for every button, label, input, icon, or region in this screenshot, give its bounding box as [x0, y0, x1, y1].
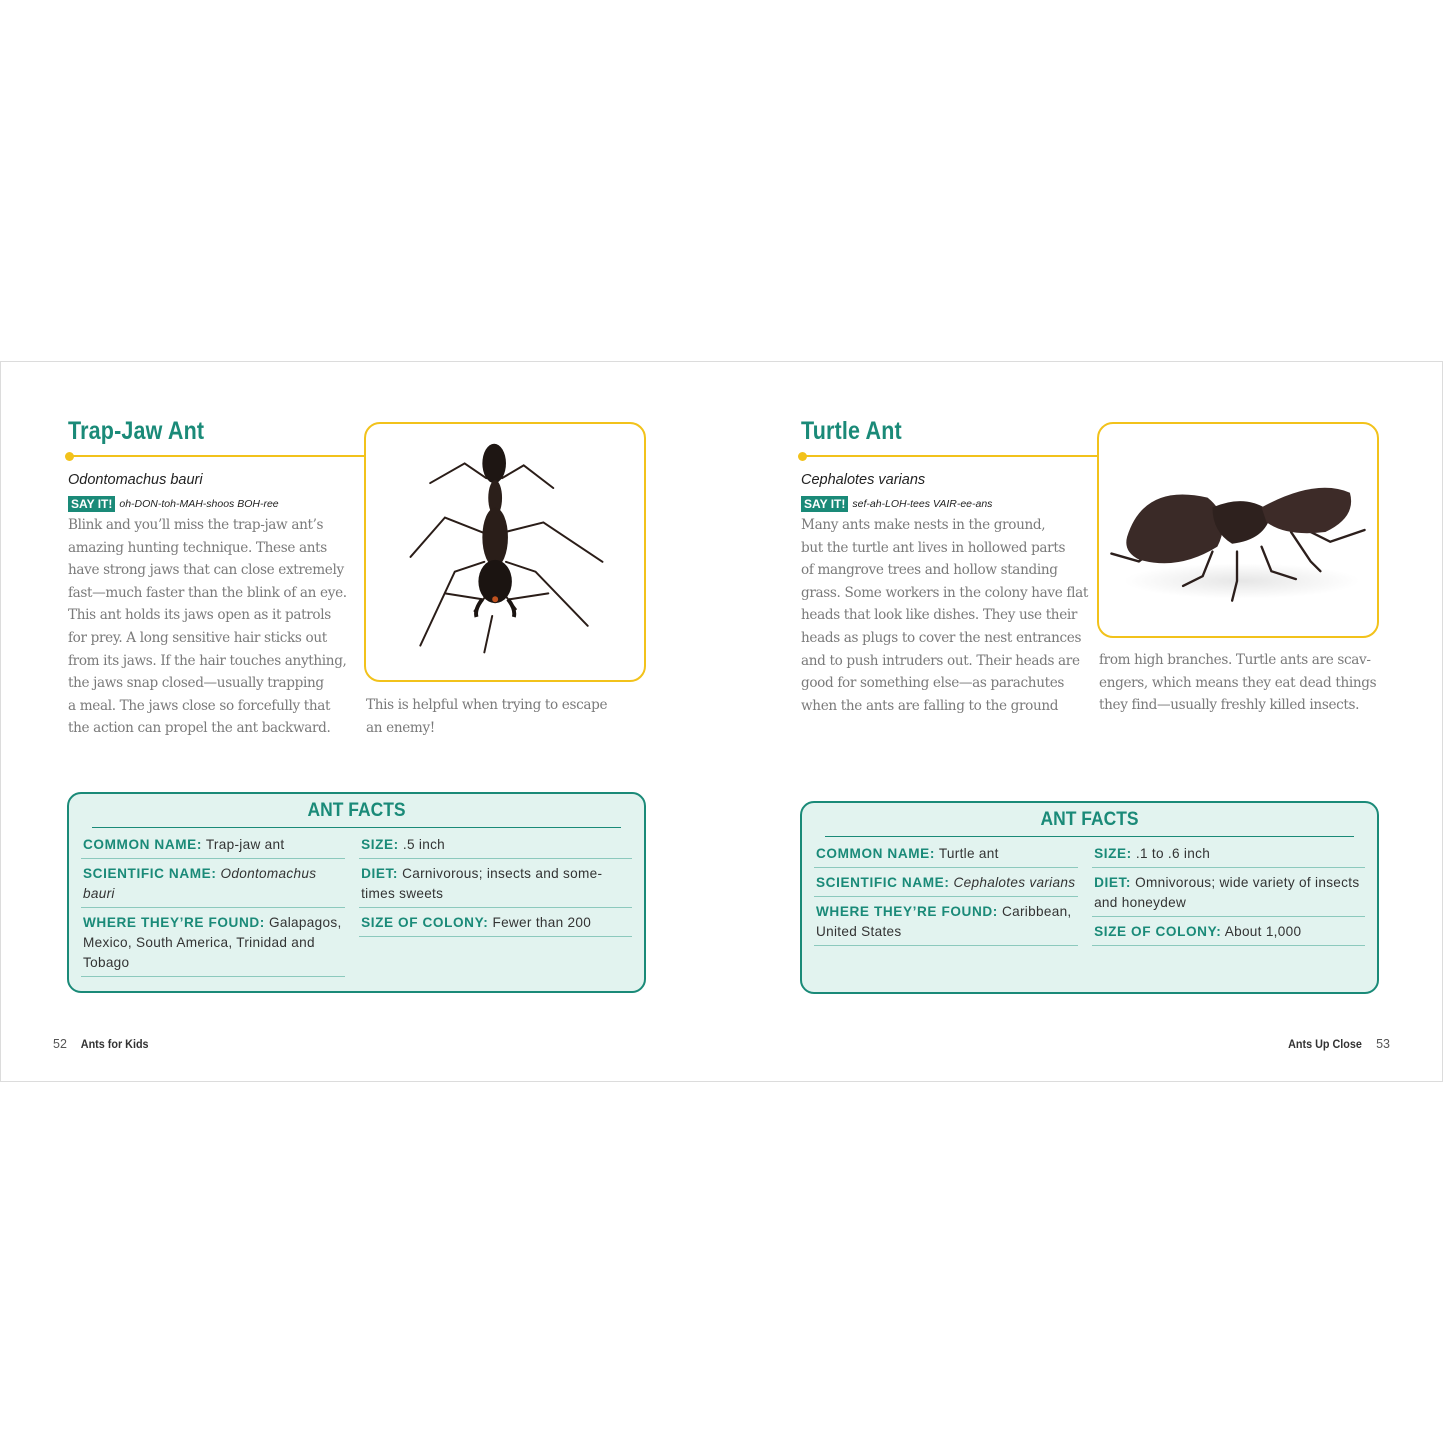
fact-size	[1092, 839, 1365, 868]
running-head: Ants for Kids	[81, 1037, 149, 1051]
fact-colony-size	[1092, 917, 1365, 946]
body-line: but the turtle ant lives in hollowed parts	[801, 539, 1066, 556]
facts-columns	[814, 839, 1373, 946]
fact-label: SCIENTIFIC NAME:	[816, 875, 950, 890]
turtle-ant-illustration	[1099, 424, 1377, 636]
turtle-ant-photo	[1097, 422, 1379, 638]
pronunciation: sef-ah-LOH-tees VAIR-ee-ans	[852, 498, 993, 510]
facts-heading: ANT FACTS	[825, 803, 1354, 837]
sayit-badge: SAY IT!	[801, 496, 848, 512]
fact-common-name	[81, 830, 345, 859]
left-leader-line	[69, 455, 366, 457]
fact-where-found	[814, 897, 1078, 946]
trap-jaw-ant-illustration	[366, 424, 644, 680]
fact-label: WHERE THEY’RE FOUND:	[83, 915, 265, 930]
body-line: have strong jaws that can close extremely	[68, 562, 344, 579]
right-leader-line	[802, 455, 1099, 457]
fact-scientific-name	[81, 859, 345, 908]
facts-column-right	[359, 830, 632, 977]
body-line: when the ants are falling to the ground	[801, 697, 1059, 714]
body-line: they find—usually freshly killed insects.	[1099, 697, 1360, 714]
body-line: engers, which means they eat dead things	[1099, 674, 1377, 691]
fact-colony-size	[359, 908, 632, 937]
body-line: grass. Some workers in the colony have flat	[801, 584, 1088, 601]
fact-size	[359, 830, 632, 859]
body-line: for prey. A long sensitive hair sticks out	[68, 629, 327, 646]
left-title: Trap-Jaw Ant	[68, 417, 205, 445]
fact-label: SIZE OF COLONY:	[361, 915, 489, 930]
fact-common-name	[814, 839, 1078, 868]
right-body-text	[801, 514, 1091, 717]
body-line: a meal. The jaws close so forcefully that	[68, 697, 331, 714]
facts-column-right	[1092, 839, 1365, 946]
fact-scientific-name	[814, 868, 1078, 897]
trap-jaw-ant-photo	[364, 422, 646, 682]
left-sayit	[68, 496, 279, 512]
left-footer	[53, 1037, 153, 1051]
facts-column-left	[814, 839, 1078, 946]
body-line: fast—much faster than the blink of an eye.	[68, 584, 347, 601]
fact-value: Cephalotes varians	[953, 875, 1076, 890]
body-line: heads as plugs to cover the nest entrances	[801, 629, 1082, 646]
fact-label: COMMON NAME:	[83, 837, 202, 852]
left-ant-facts-box	[67, 792, 646, 993]
fact-value: Carnivorous; insects and some-times sweets	[361, 866, 603, 901]
fact-value: .1 to .6 inch	[1135, 846, 1211, 861]
fact-label: SCIENTIFIC NAME:	[83, 866, 217, 881]
left-body-text	[68, 514, 358, 740]
fact-value: .5 inch	[402, 837, 446, 852]
facts-columns	[81, 830, 640, 977]
body-line: the action can propel the ant backward.	[68, 720, 331, 737]
left-body-continued	[366, 694, 636, 739]
right-title: Turtle Ant	[801, 417, 902, 445]
right-sayit	[801, 496, 992, 512]
fact-label: COMMON NAME:	[816, 846, 935, 861]
facts-heading: ANT FACTS	[92, 794, 621, 828]
fact-value: Galapagos, Mexico, South America, Trinidad and Tobago	[83, 915, 342, 970]
right-ant-facts-box	[800, 801, 1379, 994]
fact-label: SIZE OF COLONY:	[1094, 924, 1222, 939]
fact-value: Fewer than 200	[492, 915, 592, 930]
fact-label: SIZE:	[1094, 846, 1132, 861]
body-line: Many ants make nests in the ground,	[801, 517, 1046, 533]
body-line: an enemy!	[366, 719, 435, 736]
body-line: This is helpful when trying to escape	[366, 697, 608, 713]
fact-diet	[359, 859, 632, 908]
fact-label: SIZE:	[361, 837, 399, 852]
page-number: 52	[53, 1037, 67, 1051]
page-number: 53	[1376, 1037, 1390, 1051]
fact-label: WHERE THEY’RE FOUND:	[816, 904, 998, 919]
fact-label: DIET:	[361, 866, 399, 881]
fact-value: About 1,000	[1224, 924, 1302, 939]
facts-column-left	[81, 830, 345, 977]
right-scientific-name: Cephalotes varians	[801, 472, 926, 488]
body-line: from its jaws. If the hair touches anything,	[68, 652, 347, 669]
fact-value: Omnivorous; wide variety of insects and honeydew	[1094, 875, 1360, 910]
body-line: and to push intruders out. Their heads are	[801, 652, 1080, 669]
right-body-continued	[1099, 649, 1384, 717]
fact-value: Trap-jaw ant	[205, 837, 285, 852]
book-spread	[0, 361, 1443, 1082]
body-line: This ant holds its jaws open as it patrols	[68, 607, 331, 624]
fact-value: Caribbean, United States	[816, 904, 1072, 939]
fact-value: Turtle ant	[938, 846, 999, 861]
fact-value: Odontomachus bauri	[83, 866, 317, 901]
body-line: the jaws snap closed—usually trapping	[68, 675, 324, 692]
right-footer	[1284, 1037, 1390, 1051]
left-scientific-name: Odontomachus bauri	[68, 472, 203, 488]
body-line: Blink and you’ll miss the trap-jaw ant’s	[68, 517, 324, 533]
fact-diet	[1092, 868, 1365, 917]
body-line: amazing hunting technique. These ants	[68, 539, 327, 556]
running-head: Ants Up Close	[1287, 1037, 1362, 1051]
body-line: heads that look like dishes. They use their	[801, 607, 1078, 624]
body-line: from high branches. Turtle ants are scav-	[1099, 652, 1371, 668]
sayit-badge: SAY IT!	[68, 496, 115, 512]
fact-label: DIET:	[1094, 875, 1132, 890]
pronunciation: oh-DON-toh-MAH-shoos BOH-ree	[119, 498, 279, 510]
fact-where-found	[81, 908, 345, 977]
body-line: good for something else—as parachutes	[801, 675, 1065, 692]
body-line: of mangrove trees and hollow standing	[801, 562, 1058, 579]
